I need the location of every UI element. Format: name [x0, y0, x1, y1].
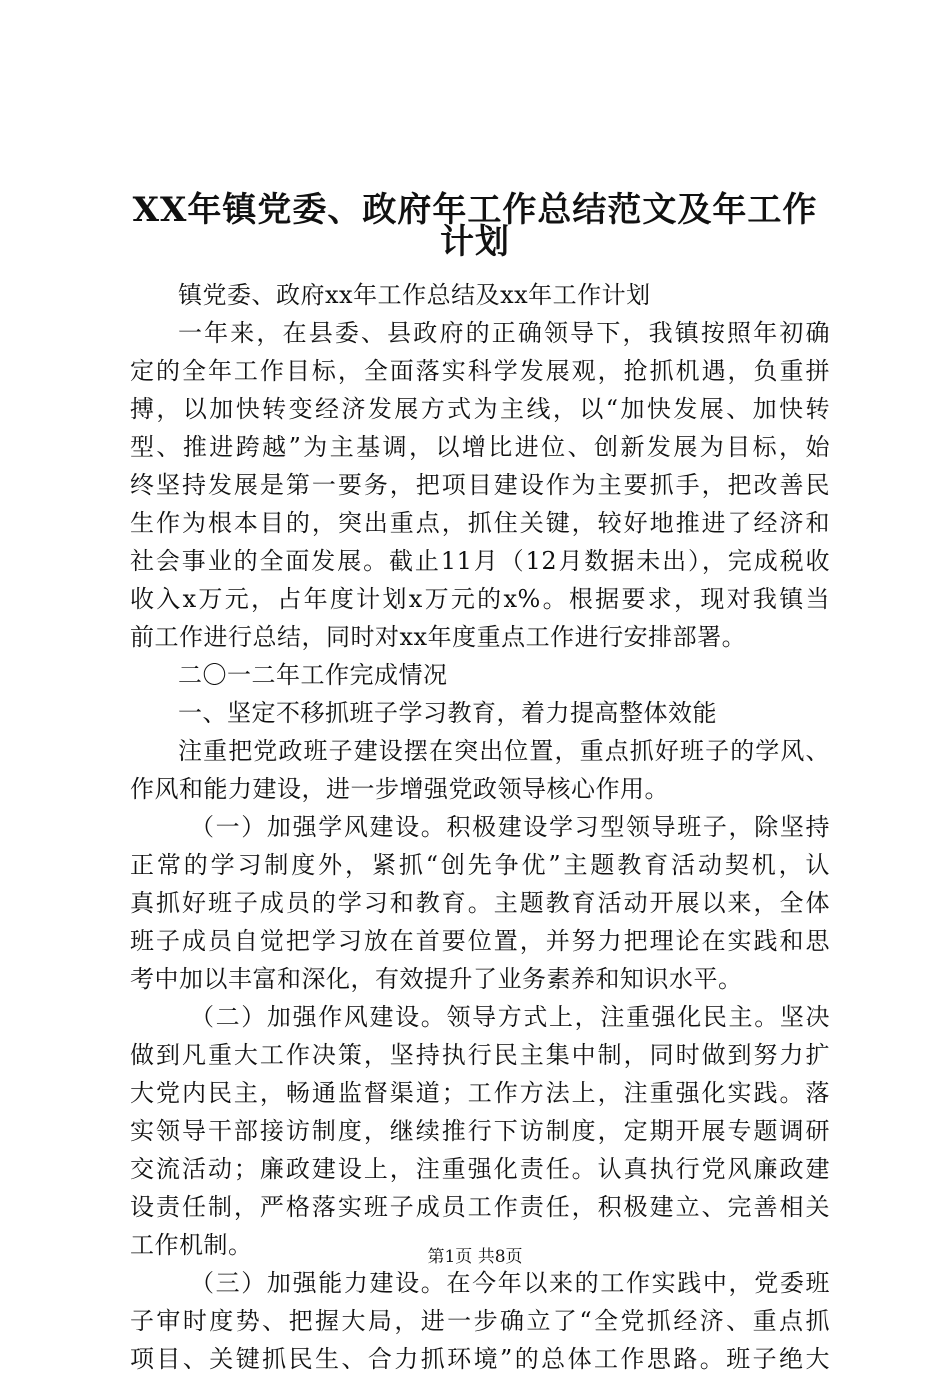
body-text-line: 生作为根本目的，突出重点，抓住关键，较好地推进了经济和 — [130, 509, 830, 537]
page-footer: 第1页 共8页 — [427, 1247, 523, 1267]
body-text-line: 定的全年工作目标，全面落实科学发展观，抢抓机遇，负重拼 — [130, 357, 830, 385]
body-text-line: 社会事业的全面发展。截止11月（12月数据未出），完成税收 — [130, 547, 830, 575]
body-text-line: 前工作进行总结，同时对xx年度重点工作进行安排部署。 — [130, 623, 747, 651]
body-text-line: 做到凡重大工作决策，坚持执行民主集中制，同时做到努力扩 — [130, 1041, 830, 1069]
body-text-line: 正常的学习制度外，紧抓“创先争优”主题教育活动契机，认 — [130, 851, 830, 879]
body-text-line: 大党内民主，畅通监督渠道；工作方法上，注重强化实践。落 — [130, 1079, 830, 1107]
body-text-line: 考中加以丰富和深化，有效提升了业务素养和知识水平。 — [130, 965, 743, 993]
body-text-line: 班子成员自觉把学习放在首要位置，并努力把理论在实践和思 — [130, 927, 830, 955]
body-text-line: 项目、关键抓民生、合力抓环境”的总体工作思路。班子绝大 — [130, 1345, 830, 1373]
body-text-line: 注重把党政班子建设摆在突出位置，重点抓好班子的学风、 — [178, 737, 830, 765]
body-text-line: 搏，以加快转变经济发展方式为主线，以“加快发展、加快转 — [130, 395, 830, 423]
body-text-line: 型、推进跨越”为主基调，以增比进位、创新发展为目标，始 — [130, 433, 830, 461]
document-title-line-2: 计划 — [440, 222, 510, 262]
body-text-line: 收入x万元，占年度计划x万元的x%。根据要求，现对我镇当 — [130, 585, 830, 613]
body-text-line: 一年来，在县委、县政府的正确领导下，我镇按照年初确 — [178, 319, 830, 347]
body-text-line: （三）加强能力建设。在今年以来的工作实践中，党委班 — [190, 1269, 830, 1297]
body-text-line: 终坚持发展是第一要务，把项目建设作为主要抓手，把改善民 — [130, 471, 830, 499]
body-text-line: 设责任制，严格落实班子成员工作责任，积极建立、完善相关 — [130, 1193, 830, 1221]
document-title-line-1: XX年镇党委、政府年工作总结范文及年工作 — [132, 190, 818, 230]
body-text-line: 真抓好班子成员的学习和教育。主题教育活动开展以来，全体 — [130, 889, 830, 917]
body-text-line: 实领导干部接访制度，继续推行下访制度，定期开展专题调研 — [130, 1117, 830, 1145]
body-text-line: 子审时度势、把握大局，进一步确立了“全党抓经济、重点抓 — [130, 1307, 830, 1335]
document-body — [130, 276, 830, 1378]
body-text-line: 二〇一二年工作完成情况 — [178, 661, 448, 689]
body-text-line: 镇党委、政府xx年工作总结及xx年工作计划 — [178, 281, 651, 309]
body-text-line: 交流活动；廉政建设上，注重强化责任。认真执行党风廉政建 — [130, 1155, 830, 1183]
body-text-line: （二）加强作风建设。领导方式上，注重强化民主。坚决 — [190, 1003, 830, 1031]
body-text-line: （一）加强学风建设。积极建设学习型领导班子，除坚持 — [190, 813, 830, 841]
body-text-line: 一、坚定不移抓班子学习教育，着力提高整体效能 — [178, 699, 717, 727]
body-text-line: 作风和能力建设，进一步增强党政领导核心作用。 — [130, 775, 669, 803]
body-text-line: 工作机制。 — [130, 1231, 253, 1259]
